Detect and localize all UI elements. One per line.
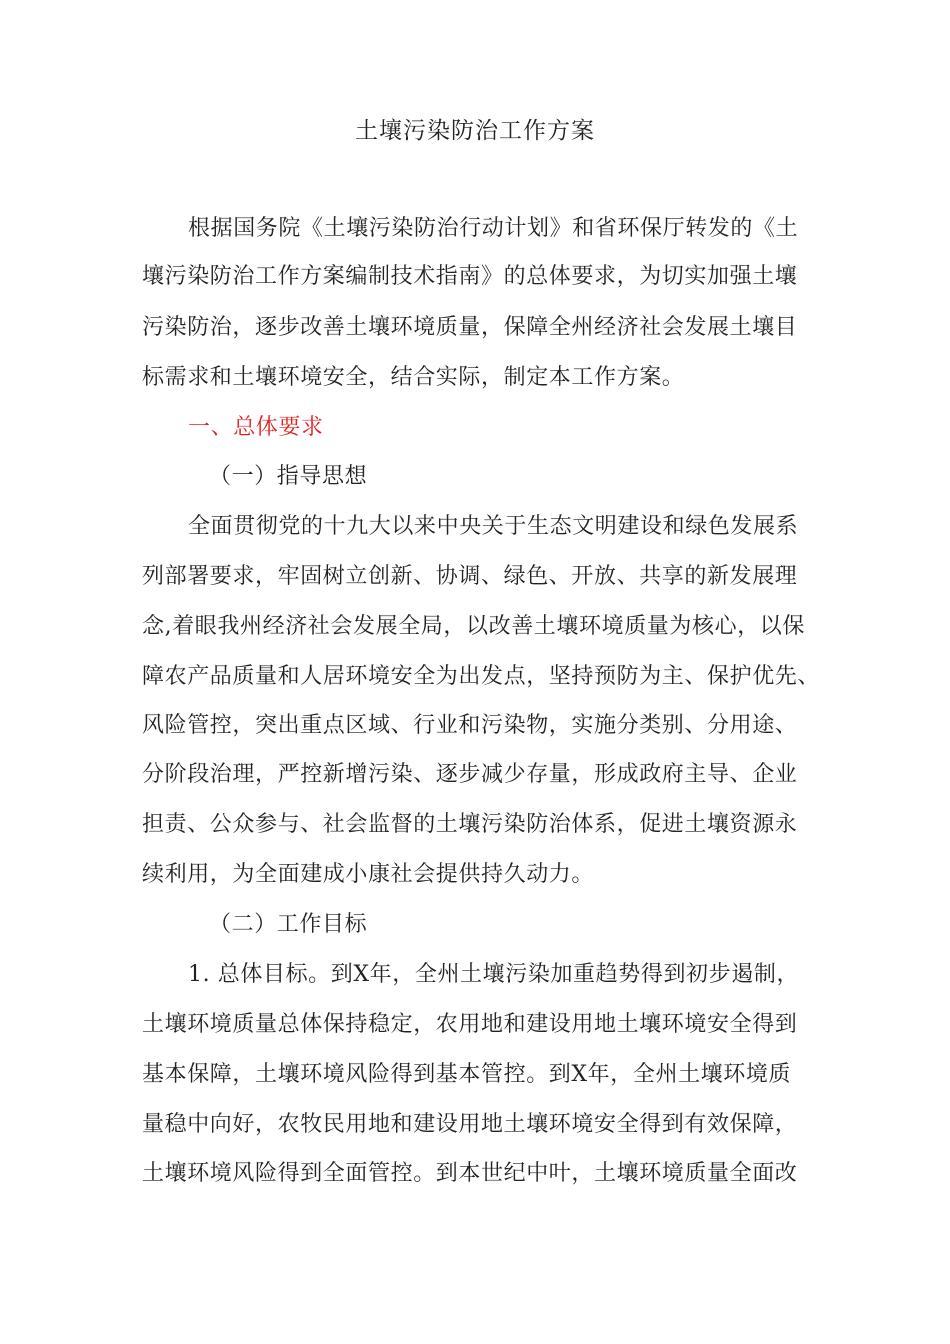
guiding-line-5: 风险管控，突出重点区域、行业和污染物，实施分类别、分用途、 xyxy=(142,713,798,738)
guiding-line-3: 念,着眼我州经济社会发展全局，以改善土壤环境质量为核心，以保 xyxy=(142,614,805,639)
intro-line-4: 标需求和土壤环境安全，结合实际，制定本工作方案。 xyxy=(142,365,685,390)
goal-line-3: 基本保障，土壤环境风险得到基本管控。到X年，全州土壤环境质 xyxy=(142,1062,792,1087)
intro-line-3: 污染防治，逐步改善土壤环境质量，保障全州经济社会发展土壤目 xyxy=(142,315,798,340)
subsection-heading-guiding-ideology: （一）指导思想 xyxy=(209,464,368,489)
intro-line-1: 根据国务院《土壤污染防治行动计划》和省环保厅转发的《土 xyxy=(188,216,799,241)
intro-line-2: 壤污染防治工作方案编制技术指南》的总体要求，为切实加强土壤 xyxy=(142,264,798,289)
goal-line-5: 土壤环境风险得到全面管控。到本世纪中叶，土壤环境质量全面改 xyxy=(142,1161,798,1186)
guiding-line-4: 障农产品质量和人居环境安全为出发点，坚持预防为主、保护优先、 xyxy=(142,664,821,689)
guiding-line-2: 列部署要求，牢固树立创新、协调、绿色、开放、共享的新发展理 xyxy=(142,564,798,589)
section-heading-overall-requirements: 一、总体要求 xyxy=(188,415,324,440)
subsection-heading-work-goals: （二）工作目标 xyxy=(209,912,368,937)
guiding-line-6: 分阶段治理，严控新增污染、逐步减少存量，形成政府主导、企业 xyxy=(142,762,798,787)
goal-line-2: 土壤环境质量总体保持稳定，农用地和建设用地土壤环境安全得到 xyxy=(142,1012,798,1037)
guiding-line-1: 全面贯彻党的十九大以来中央关于生态文明建设和绿色发展系 xyxy=(188,514,799,539)
goal-line-1: 1. 总体目标。到X年，全州土壤污染加重趋势得到初步遏制， xyxy=(188,962,800,987)
guiding-line-8: 续利用，为全面建成小康社会提供持久动力。 xyxy=(142,862,595,887)
goal-line-4: 量稳中向好，农牧民用地和建设用地土壤环境安全得到有效保障， xyxy=(142,1112,798,1137)
document-title: 土壤污染防治工作方案 xyxy=(355,118,595,144)
guiding-line-7: 担责、公众参与、社会监督的土壤污染防治体系，促进土壤资源永 xyxy=(142,812,798,837)
